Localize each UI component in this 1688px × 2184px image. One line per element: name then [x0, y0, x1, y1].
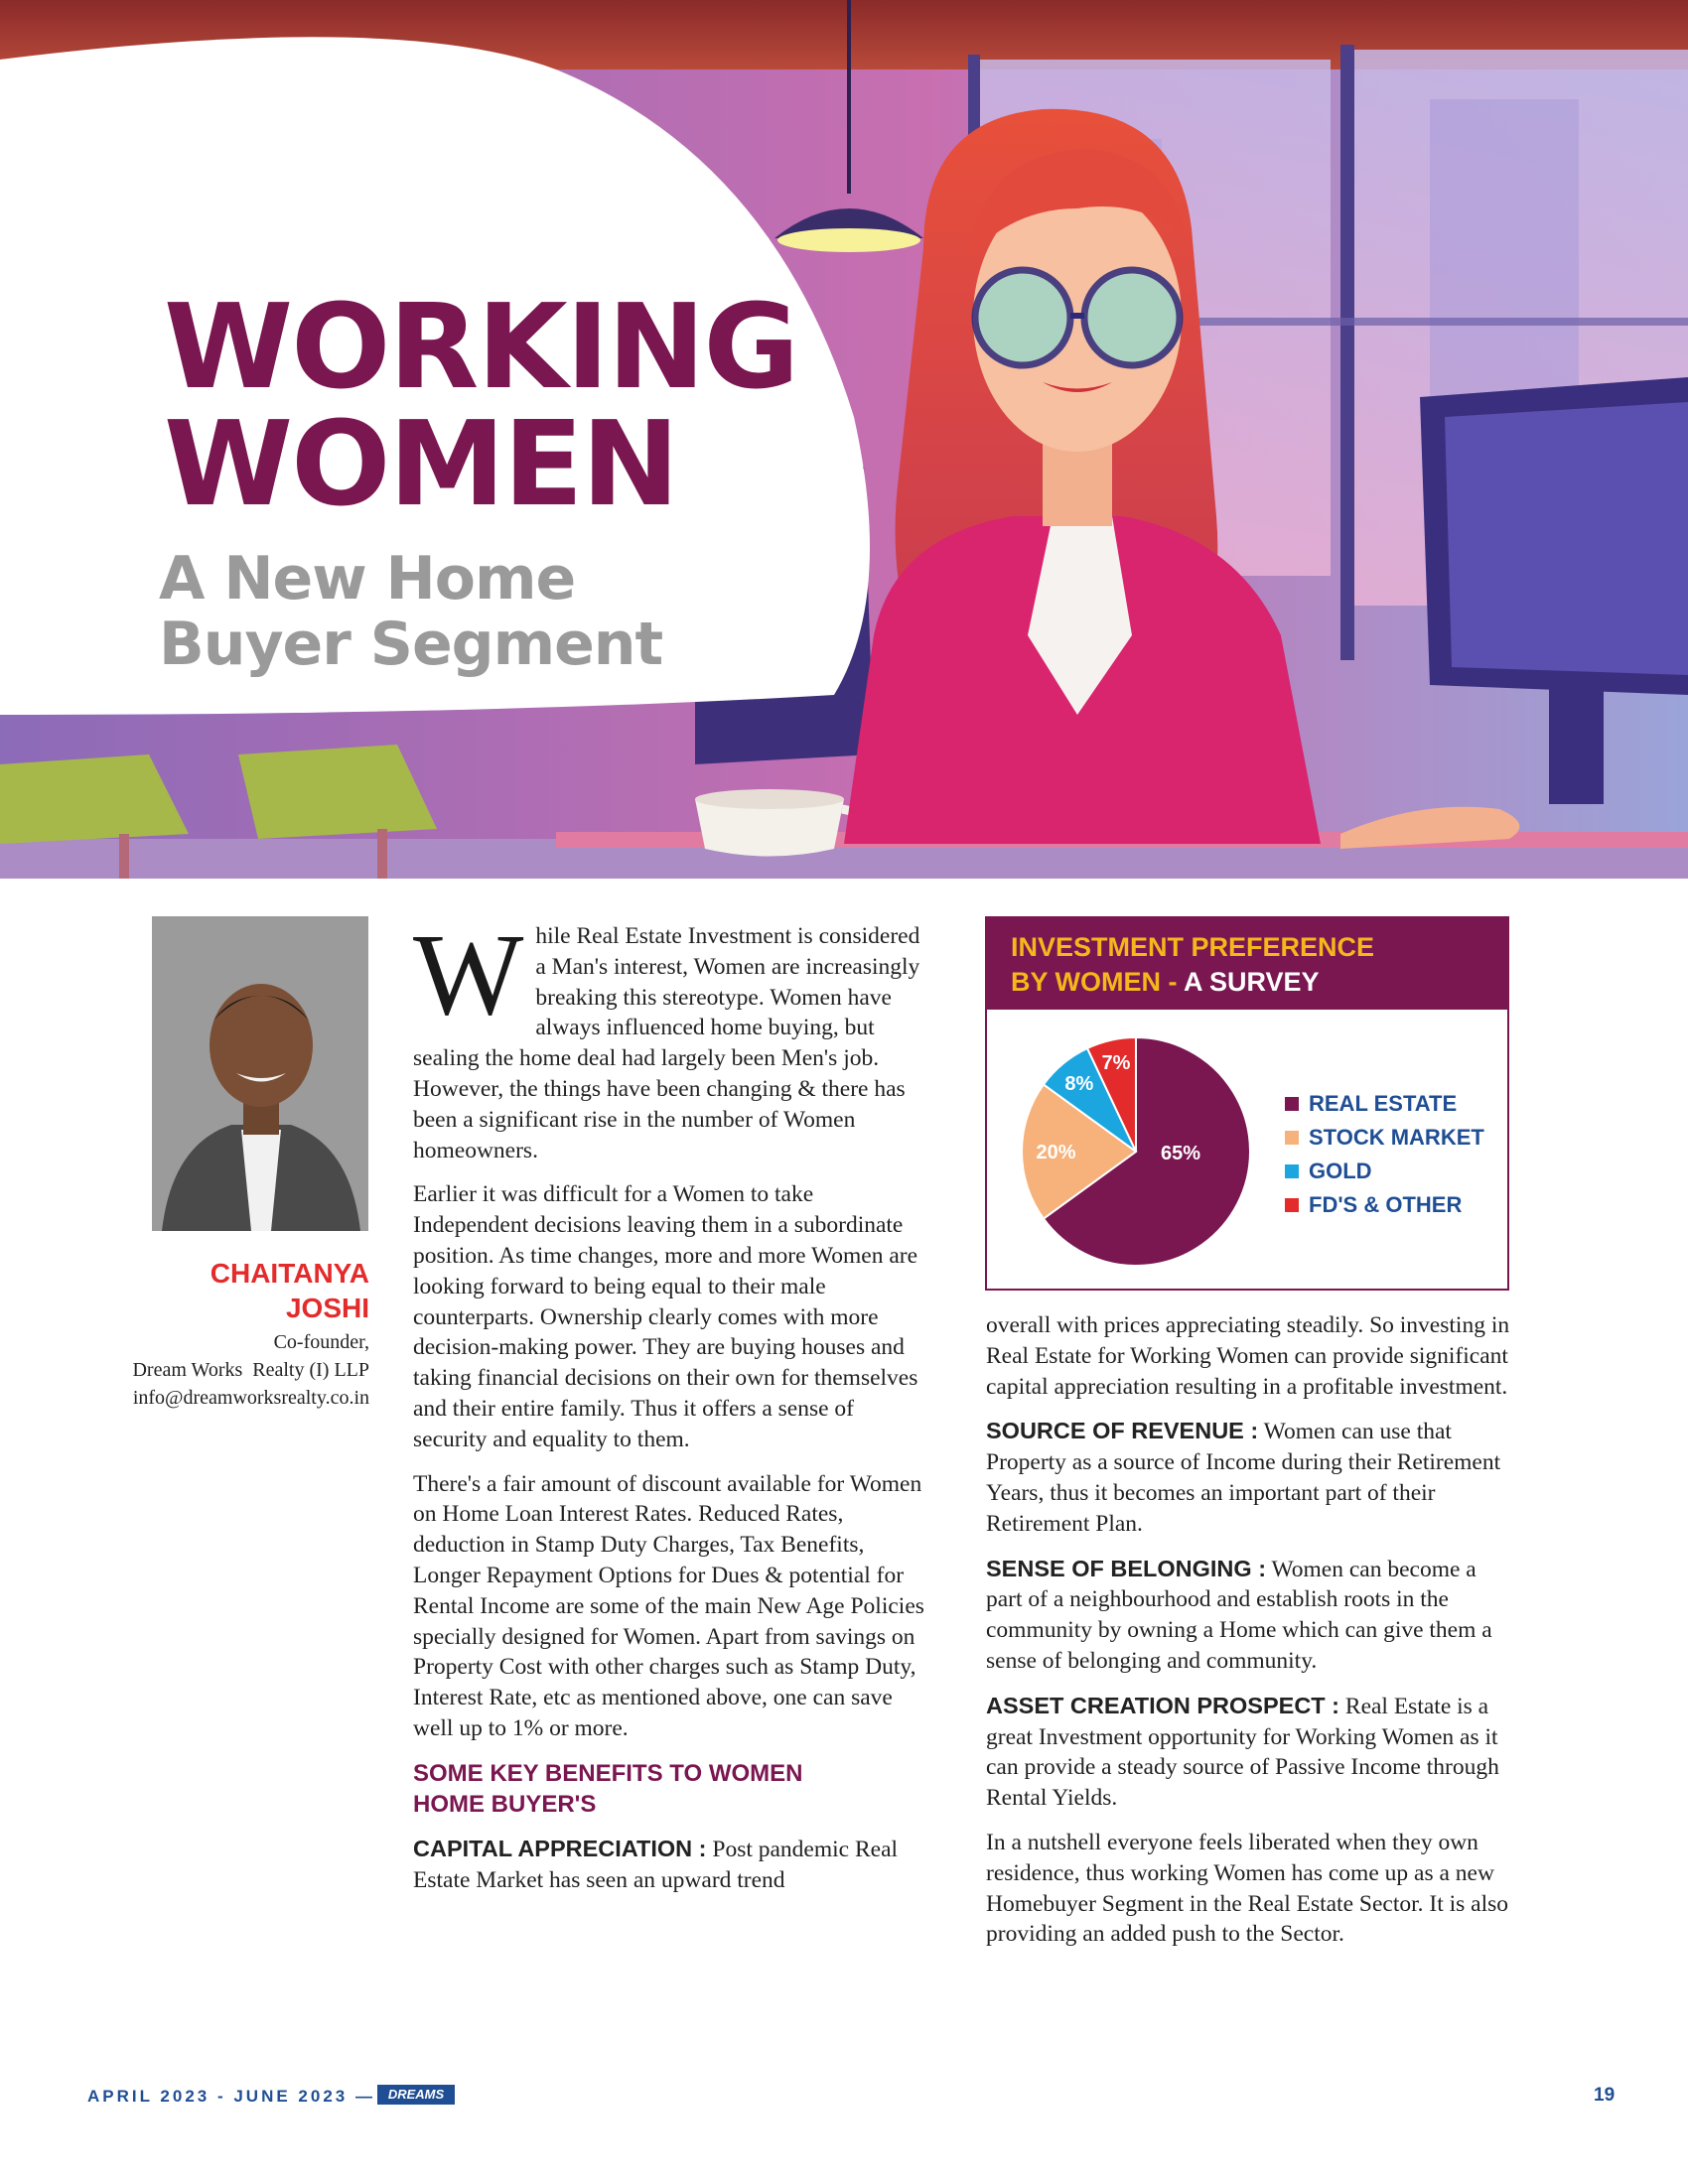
- data-label: 8%: [1064, 1072, 1094, 1095]
- capital-appreciation-paragraph: [413, 1834, 929, 1896]
- paragraph-text: Women can use that Property as a source of Income during their Retirement Years, thus it becomes an important part of their Retirement Plan.: [986, 1419, 1501, 1537]
- data-label: 7%: [1101, 1052, 1131, 1075]
- legend-label: FD'S & OTHER: [1309, 1192, 1463, 1217]
- author-name: [119, 1256, 369, 1325]
- asset-paragraph: [986, 1691, 1512, 1814]
- belonging-heading: SENSE OF BELONGING :: [986, 1555, 1267, 1581]
- capital-appreciation-heading: CAPITAL APPRECIATION :: [413, 1835, 707, 1861]
- hero-banner: [0, 0, 1688, 879]
- footer-date: APRIL 2023 - JUNE 2023 —: [87, 2087, 375, 2106]
- legend-swatch: [1285, 1164, 1299, 1178]
- conclusion-paragraph: In a nutshell everyone feels liberated when they own residence, thus working Women has come up as a new Homebuyer Segment in the Real Estate Sector. It is also providing an added push to the Sector.: [986, 1829, 1509, 1948]
- legend-label: STOCK MARKET: [1309, 1125, 1484, 1150]
- belonging-paragraph: [986, 1554, 1512, 1677]
- title-line-2: WOMEN: [164, 395, 678, 532]
- legend-item: [1285, 1121, 1484, 1155]
- survey-box: [985, 916, 1509, 1291]
- benefits-heading: [413, 1758, 929, 1820]
- asset-heading: ASSET CREATION PROSPECT :: [986, 1692, 1340, 1718]
- legend-swatch: [1285, 1131, 1299, 1145]
- author-role: Co-founder,: [273, 1331, 369, 1353]
- legend-label: REAL ESTATE: [1309, 1091, 1458, 1116]
- dreams-logo: DREAMS: [377, 2085, 455, 2105]
- benefits-heading-line-2: HOME BUYER'S: [413, 1790, 597, 1818]
- article-title: [164, 278, 798, 532]
- legend-swatch: [1285, 1198, 1299, 1212]
- paragraph: overall with prices appreciating steadily. So investing in Real Estate for Working Women can provide significant capital appreciation resulting in a profitable investment.: [986, 1312, 1510, 1400]
- article-subtitle: [159, 546, 662, 677]
- revenue-heading: SOURCE OF REVENUE :: [986, 1418, 1259, 1444]
- survey-title-line-1: INVESTMENT PREFERENCE: [1011, 932, 1375, 962]
- author-company: Dream Works Realty (I) LLP: [132, 1359, 369, 1381]
- author-last-name: JOSHI: [285, 1293, 369, 1323]
- survey-title-part-b: A SURVEY: [1184, 967, 1320, 997]
- drop-cap: W: [413, 909, 524, 1039]
- paragraph-text: Real Estate is a great Investment opportunity for Working Women as it can provide a steady source of Passive Income through Rental Yields.: [986, 1693, 1499, 1812]
- survey-header: [987, 918, 1507, 1010]
- legend-item: [1285, 1087, 1484, 1121]
- data-label: 65%: [1160, 1143, 1201, 1164]
- author-first-name: CHAITANYA: [210, 1258, 369, 1289]
- data-label: 20%: [1036, 1142, 1076, 1163]
- paragraph-text: hile Real Estate Investment is considered a Man's interest, Women are increasingly breaking this stereotype. Women have always influenced home buying, but sealing the home deal had largely been Men's job. However, the things have been changing & there has been a significant rise in the number of Women homeowners.: [413, 923, 920, 1163]
- page-number: 19: [1594, 2085, 1616, 2106]
- pie-chart: [1007, 1027, 1265, 1276]
- chart-legend: [1285, 1087, 1484, 1222]
- legend-label: GOLD: [1309, 1159, 1372, 1183]
- paragraph: Earlier it was difficult for a Women to take Independent decisions leaving them in a subordinate position. As time changes, more and more Women are looking forward to being equal to their male counterparts. Ownership clearly comes with more decision-making power. They are buying houses and taking financial decisions on their own for themselves and their entire family. Thus it offers a sense of security and equality to them.: [413, 1181, 918, 1452]
- paragraph: There's a fair amount of discount available for Women on Home Loan Interest Rates. Reduced Rates, deduction in Stamp Duty Charges, Tax Benefits, Longer Repayment Options for Dues & potential for Rental Income are some of the main New Age Policies specially designed for Women. Apart from savings on Property Cost with other charges such as Stamp Duty, Interest Rate, etc as mentioned above, one can save well up to 1% or more.: [413, 1470, 924, 1741]
- article-column-2: [986, 1310, 1512, 1964]
- revenue-paragraph: [986, 1416, 1512, 1539]
- intro-paragraph: [413, 909, 929, 1165]
- benefits-heading-line-1: SOME KEY BENEFITS TO WOMEN: [413, 1759, 803, 1787]
- survey-title-part-a: BY WOMEN -: [1011, 967, 1184, 997]
- author-email: info@dreamworksrealty.co.in: [132, 1387, 369, 1409]
- author-photo: [152, 916, 368, 1231]
- title-line-1: WORKING: [164, 278, 798, 415]
- legend-item: [1285, 1155, 1484, 1188]
- legend-swatch: [1285, 1097, 1299, 1111]
- article-column-1: [413, 909, 929, 1909]
- paragraph-text: Women can become a part of a neighbourhood and establish roots in the community by owning a Home which can give them a sense of belonging and community.: [986, 1556, 1492, 1674]
- paragraph-text: Post pandemic Real Estate Market has seen an upward trend: [413, 1836, 899, 1893]
- subtitle-line-1: A New Home: [159, 544, 576, 614]
- author-details: [60, 1328, 369, 1412]
- subtitle-line-2: Buyer Segment: [159, 610, 663, 679]
- legend-item: [1285, 1188, 1484, 1222]
